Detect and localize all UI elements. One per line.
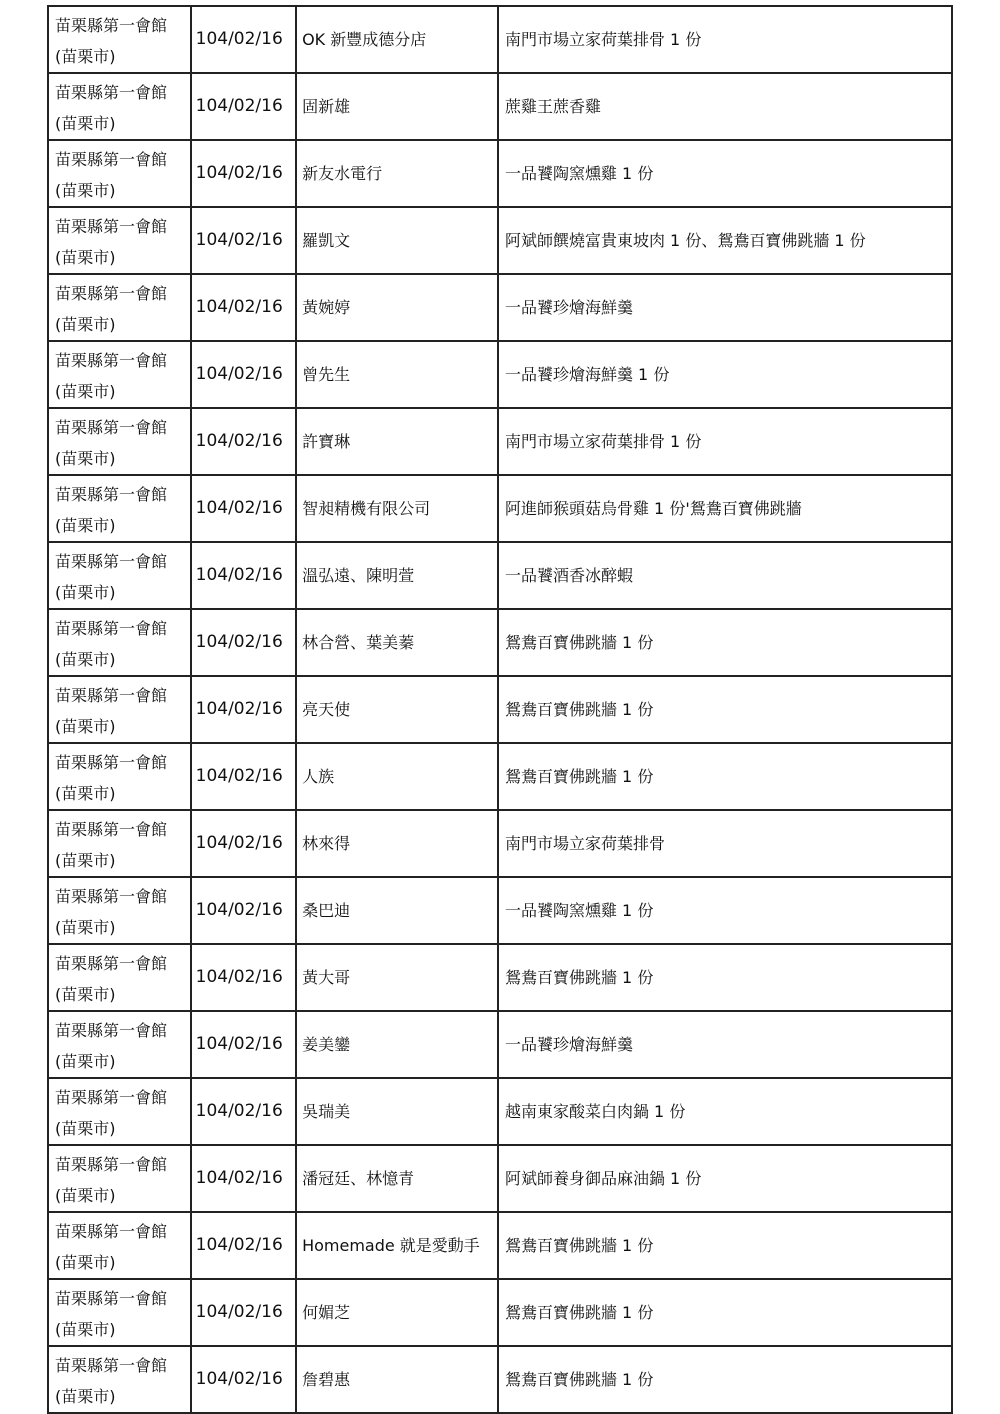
venue-name: 苗栗縣第一會館 — [55, 954, 168, 973]
venue-city: (苗栗市) — [55, 449, 116, 468]
venue-city: (苗栗市) — [55, 1253, 116, 1272]
venue-name: 苗栗縣第一會館 — [55, 887, 168, 906]
item-cell: 南門市場立家荷葉排骨 1 份 — [498, 408, 952, 475]
venue-name: 苗栗縣第一會館 — [55, 217, 168, 236]
table-body — [48, 6, 952, 1413]
venue-cell — [48, 274, 191, 341]
item-cell: 鴛鴦百寶佛跳牆 1 份 — [498, 1212, 952, 1279]
donor-cell: 固新雄 — [296, 73, 498, 140]
venue-name: 苗栗縣第一會館 — [55, 1021, 168, 1040]
table-row — [48, 1011, 952, 1078]
item-cell: 一品饕陶窯燻雞 1 份 — [498, 877, 952, 944]
venue-city: (苗栗市) — [55, 382, 116, 401]
venue-name: 苗栗縣第一會館 — [55, 753, 168, 772]
donor-cell: 許寶琳 — [296, 408, 498, 475]
venue-cell — [48, 810, 191, 877]
table-row — [48, 743, 952, 810]
venue-city: (苗栗市) — [55, 650, 116, 669]
item-cell: 一品饕珍燴海鮮羹 1 份 — [498, 341, 952, 408]
date-cell: 104/02/16 — [191, 1145, 296, 1212]
item-cell: 一品饕珍燴海鮮羹 — [498, 1011, 952, 1078]
date-cell: 104/02/16 — [191, 1279, 296, 1346]
donor-cell: 黃婉婷 — [296, 274, 498, 341]
table-row — [48, 207, 952, 274]
table-row — [48, 341, 952, 408]
venue-city: (苗栗市) — [55, 1387, 116, 1406]
venue-cell — [48, 73, 191, 140]
table-row — [48, 475, 952, 542]
venue-cell — [48, 1212, 191, 1279]
date-cell: 104/02/16 — [191, 274, 296, 341]
donor-cell: 亮天使 — [296, 676, 498, 743]
date-cell: 104/02/16 — [191, 408, 296, 475]
table-row — [48, 1346, 952, 1413]
venue-name: 苗栗縣第一會館 — [55, 1155, 168, 1174]
donor-cell: 曾先生 — [296, 341, 498, 408]
venue-name: 苗栗縣第一會館 — [55, 83, 168, 102]
item-cell: 鴛鴦百寶佛跳牆 1 份 — [498, 609, 952, 676]
date-cell: 104/02/16 — [191, 609, 296, 676]
venue-city: (苗栗市) — [55, 114, 116, 133]
venue-city: (苗栗市) — [55, 181, 116, 200]
date-cell: 104/02/16 — [191, 944, 296, 1011]
venue-city: (苗栗市) — [55, 985, 116, 1004]
date-cell: 104/02/16 — [191, 1212, 296, 1279]
venue-name: 苗栗縣第一會館 — [55, 418, 168, 437]
venue-cell — [48, 1011, 191, 1078]
date-cell: 104/02/16 — [191, 207, 296, 274]
table-row — [48, 1279, 952, 1346]
venue-name: 苗栗縣第一會館 — [55, 16, 168, 35]
venue-cell — [48, 542, 191, 609]
venue-name: 苗栗縣第一會館 — [55, 552, 168, 571]
venue-cell — [48, 1279, 191, 1346]
venue-city: (苗栗市) — [55, 1320, 116, 1339]
venue-cell — [48, 408, 191, 475]
date-cell: 104/02/16 — [191, 743, 296, 810]
venue-cell — [48, 1078, 191, 1145]
table-row — [48, 1212, 952, 1279]
item-cell: 一品饕陶窯燻雞 1 份 — [498, 140, 952, 207]
item-cell: 一品饕酒香冰醉蝦 — [498, 542, 952, 609]
item-cell: 鴛鴦百寶佛跳牆 1 份 — [498, 676, 952, 743]
item-cell: 鴛鴦百寶佛跳牆 1 份 — [498, 743, 952, 810]
date-cell: 104/02/16 — [191, 877, 296, 944]
table-row — [48, 1145, 952, 1212]
table-row — [48, 944, 952, 1011]
donor-cell: 新友水電行 — [296, 140, 498, 207]
donor-cell: 姜美鑾 — [296, 1011, 498, 1078]
venue-name: 苗栗縣第一會館 — [55, 284, 168, 303]
donation-table — [47, 5, 953, 1414]
item-cell: 南門市場立家荷葉排骨 — [498, 810, 952, 877]
donor-cell: 溫弘遠、陳明萱 — [296, 542, 498, 609]
donor-cell: 人族 — [296, 743, 498, 810]
table-row — [48, 1078, 952, 1145]
donor-cell: 羅凱文 — [296, 207, 498, 274]
venue-name: 苗栗縣第一會館 — [55, 686, 168, 705]
donor-cell: 桑巴迪 — [296, 877, 498, 944]
table-row — [48, 609, 952, 676]
venue-cell — [48, 341, 191, 408]
venue-city: (苗栗市) — [55, 248, 116, 267]
table-row — [48, 408, 952, 475]
venue-cell — [48, 944, 191, 1011]
venue-cell — [48, 1346, 191, 1413]
donor-cell: 潘冠廷、林憶青 — [296, 1145, 498, 1212]
venue-cell — [48, 6, 191, 73]
venue-cell — [48, 475, 191, 542]
donor-cell: Homemade 就是愛動手 — [296, 1212, 498, 1279]
venue-name: 苗栗縣第一會館 — [55, 1222, 168, 1241]
venue-city: (苗栗市) — [55, 1186, 116, 1205]
venue-name: 苗栗縣第一會館 — [55, 1088, 168, 1107]
venue-city: (苗栗市) — [55, 1052, 116, 1071]
item-cell: 鴛鴦百寶佛跳牆 1 份 — [498, 944, 952, 1011]
date-cell: 104/02/16 — [191, 475, 296, 542]
venue-city: (苗栗市) — [55, 717, 116, 736]
venue-name: 苗栗縣第一會館 — [55, 1289, 168, 1308]
venue-cell — [48, 877, 191, 944]
item-cell: 阿斌師養身御品麻油鍋 1 份 — [498, 1145, 952, 1212]
table-row — [48, 140, 952, 207]
venue-city: (苗栗市) — [55, 516, 116, 535]
donor-cell: 黃大哥 — [296, 944, 498, 1011]
donor-cell: 吳瑞美 — [296, 1078, 498, 1145]
donor-cell: OK 新豐成德分店 — [296, 6, 498, 73]
item-cell: 一品饕珍燴海鮮羹 — [498, 274, 952, 341]
venue-name: 苗栗縣第一會館 — [55, 820, 168, 839]
venue-city: (苗栗市) — [55, 47, 116, 66]
venue-city: (苗栗市) — [55, 918, 116, 937]
venue-cell — [48, 140, 191, 207]
item-cell: 蔗雞王蔗香雞 — [498, 73, 952, 140]
table-row — [48, 73, 952, 140]
venue-cell — [48, 1145, 191, 1212]
donor-cell: 詹碧惠 — [296, 1346, 498, 1413]
venue-cell — [48, 743, 191, 810]
venue-name: 苗栗縣第一會館 — [55, 619, 168, 638]
venue-cell — [48, 207, 191, 274]
item-cell: 越南東家酸菜白肉鍋 1 份 — [498, 1078, 952, 1145]
date-cell: 104/02/16 — [191, 676, 296, 743]
venue-city: (苗栗市) — [55, 1119, 116, 1138]
venue-city: (苗栗市) — [55, 583, 116, 602]
date-cell: 104/02/16 — [191, 810, 296, 877]
table-row — [48, 274, 952, 341]
item-cell: 鴛鴦百寶佛跳牆 1 份 — [498, 1279, 952, 1346]
table-row — [48, 877, 952, 944]
table-row — [48, 676, 952, 743]
date-cell: 104/02/16 — [191, 1078, 296, 1145]
donor-cell: 何媚芝 — [296, 1279, 498, 1346]
date-cell: 104/02/16 — [191, 140, 296, 207]
table-row — [48, 810, 952, 877]
date-cell: 104/02/16 — [191, 1346, 296, 1413]
table-row — [48, 6, 952, 73]
donor-cell: 林合營、葉美蓁 — [296, 609, 498, 676]
venue-name: 苗栗縣第一會館 — [55, 485, 168, 504]
venue-cell — [48, 609, 191, 676]
item-cell: 阿斌師饌燒富貴東坡肉 1 份、鴛鴦百寶佛跳牆 1 份 — [498, 207, 952, 274]
date-cell: 104/02/16 — [191, 542, 296, 609]
venue-name: 苗栗縣第一會館 — [55, 351, 168, 370]
venue-city: (苗栗市) — [55, 784, 116, 803]
date-cell: 104/02/16 — [191, 341, 296, 408]
venue-city: (苗栗市) — [55, 315, 116, 334]
date-cell: 104/02/16 — [191, 6, 296, 73]
item-cell: 鴛鴦百寶佛跳牆 1 份 — [498, 1346, 952, 1413]
date-cell: 104/02/16 — [191, 73, 296, 140]
donor-cell: 智昶精機有限公司 — [296, 475, 498, 542]
date-cell: 104/02/16 — [191, 1011, 296, 1078]
venue-cell — [48, 676, 191, 743]
item-cell: 阿進師猴頭菇烏骨雞 1 份'鴛鴦百寶佛跳牆 — [498, 475, 952, 542]
item-cell: 南門市場立家荷葉排骨 1 份 — [498, 6, 952, 73]
table-row — [48, 542, 952, 609]
venue-city: (苗栗市) — [55, 851, 116, 870]
venue-name: 苗栗縣第一會館 — [55, 1356, 168, 1375]
donor-cell: 林來得 — [296, 810, 498, 877]
venue-name: 苗栗縣第一會館 — [55, 150, 168, 169]
